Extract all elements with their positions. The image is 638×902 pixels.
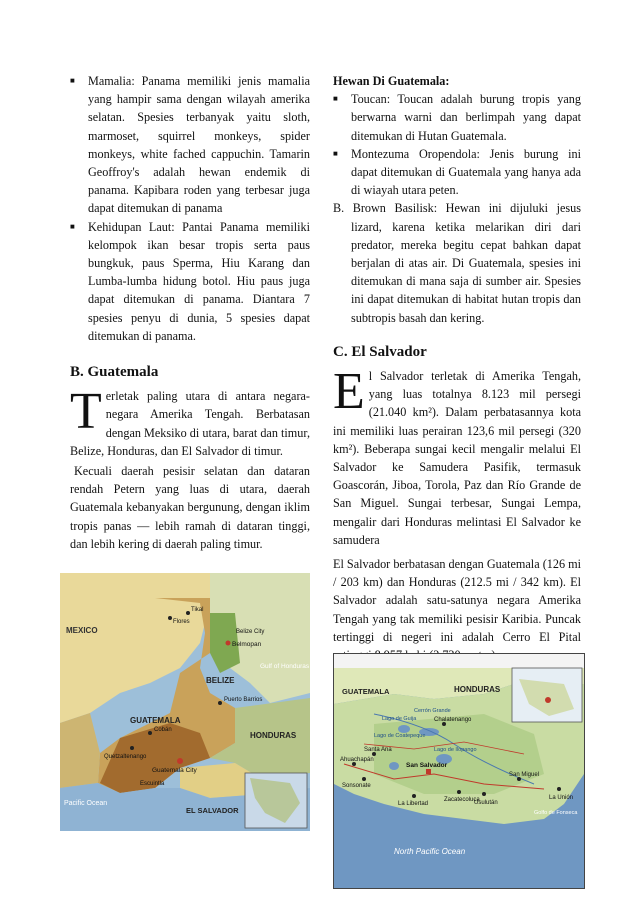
list-item: ■ Toucan: Toucan adalah burung tropis yang berwarna warni dan berlimpah yang dapat ditemukan di Hutan Guatemala. (333, 92, 581, 143)
map-label: GUATEMALA (130, 716, 181, 725)
map-label: Chalatenango (434, 717, 472, 723)
square-bullet-icon: ■ (333, 148, 338, 158)
lake-icon (398, 725, 410, 733)
map-scale-bar (334, 654, 584, 668)
basilisk-paragraph: B. Brown Basilisk: Hewan ini dijuluki jesus lizard, karena ketika melarikan diri dari predator, mereka begitu cepat bahkan dapat berjalan di atas air. Di Guatemala, spesies ini ditemukan di mana saja di sumber air. Spesies ini dapat ditemukan di habitat hutan tropis dan subtropis basah dan kering. (333, 201, 581, 325)
map-label: Sonsonate (342, 783, 371, 789)
map-label: Tikal (191, 607, 204, 613)
right-column (333, 72, 581, 664)
map-label: Escuintla (140, 781, 165, 787)
map-label: Belize City (236, 629, 265, 635)
left-column (70, 72, 310, 553)
guatemala-intro (70, 383, 310, 460)
city-marker-icon (130, 746, 134, 750)
map-label: Quetzaltenango (104, 754, 147, 760)
animals-heading: Hewan Di Guatemala: (333, 74, 450, 88)
map-label: North Pacific Ocean (394, 847, 466, 856)
guatemala-map (60, 573, 310, 831)
map-label: Lago de Guija (382, 716, 417, 722)
map-label: HONDURAS (454, 685, 501, 694)
salvador-paragraph-2: El Salvador berbatasan dengan Guatemala (126 mi / 203 km) dan Honduras (212.5 mi / 342 km). El Salvador adalah satu-satunya negara Amerika Tengah yang tak memiliki pesisir Karibia. Puncak tertinggi di negeri ini adalah Cerro El Pital (333, 557, 581, 644)
salvador-heading: C. El Salvador (333, 343, 427, 360)
list-item: ■ Montezuma Oropendola: Jenis burung ini dapat ditemukan di Guatemala yang hanya ada di wiayah utara peten. (333, 146, 581, 198)
map-label: HONDURAS (250, 731, 297, 740)
map-label: Ahuachapán (340, 757, 374, 763)
map-label: Gulf of Honduras (260, 663, 310, 670)
map-label: Santa Ana (364, 747, 392, 753)
map-label: BELIZE (206, 676, 235, 685)
map-label: Cobán (154, 727, 172, 733)
city-marker-icon (557, 787, 561, 791)
square-bullet-icon: ■ (333, 94, 338, 104)
dropcap-letter: T (70, 383, 102, 441)
map-label: MEXICO (66, 626, 98, 635)
el-salvador-map-graphic (334, 654, 584, 888)
city-marker-icon (186, 611, 190, 615)
city-marker-icon (457, 790, 461, 794)
map-label: Pacific Ocean (64, 800, 108, 807)
city-marker-icon (218, 701, 222, 705)
map-label: Zacatecoluca (444, 797, 480, 803)
salvador-paragraph-1: l Salvador terletak di Amerika Tengah, yang luas totalnya 8.123 mil persegi (21.040 km²). Dalam perbatasannya kota ini memiliki luas perairan 123,6 mil persegi (320 km²). Beberapa sungai kecil mengalir melalui El Salvador ke Samudera Pasifik, termasuk Goascorán, Jiboa, Torola, Paz dan Río Grande de San Miguel. Sungai terbesar, Sungai Lempa, mengalir dari Honduras melintasi El Salvador ke samudera (333, 369, 581, 547)
city-marker-icon (226, 641, 231, 646)
mammal-sea-list (70, 72, 310, 345)
city-marker-icon (412, 794, 416, 798)
map-label: Lago de Coatepeque (374, 733, 426, 739)
map-label: San Salvador (406, 762, 448, 769)
guatemala-paragraph-1: erletak paling utara di antara negara-negara Amerika Tengah. Berbatasan dengan Meksiko di utara, barat dan timur, Belize, Honduras, dan El Salvador di timur. (70, 389, 310, 458)
list-item: ■ Kehidupan Laut: Pantai Panama memiliki kelompok ikan besar tropis serta paus bungkuk, paus Sperma, Hiu Karang dan Lumba-lumba hidung botol. Hiu paus juga dapat ditemukan di panama. Diantara 7 spesies penyu di dunia, 5 spesies dapat ditemukan di panama. (70, 219, 310, 343)
guatemala-paragraph-2: Kecuali daerah pesisir selatan dan dataran rendah Petern yang luas di utara, daerah Guatemala kebanyakan bergunung, dengan iklim tropis panas — lebih ramah di dataran tinggi, dan lebih kering di daerah paling timur. (70, 464, 310, 551)
lake-icon (389, 762, 399, 770)
capital-marker-icon (177, 758, 183, 764)
map-label: Usulután (474, 800, 498, 806)
list-item: ■ Mamalia: Panama memiliki jenis mamalia yang hampir sama dengan wilayah amerika selatan. Spesies terbanyak yaitu sloth, marmoset, squirrel monkeys, spider monkeys, white fached cappuchin. Tamarin Geoffroy's adalah hewan endemik di panama. Kapibara roden yang terbesar juga dapat ditemukan di panama (70, 74, 310, 216)
guatemala-map-graphic (60, 573, 310, 831)
map-label: Lago de Ilopango (434, 747, 477, 753)
animal-list (333, 90, 581, 199)
map-label: GUATEMALA (342, 687, 390, 696)
dropcap-letter: E (333, 363, 365, 421)
map-label: Puerto Barrios (224, 697, 263, 703)
square-bullet-icon: ■ (70, 76, 75, 85)
city-marker-icon (168, 616, 172, 620)
city-marker-icon (482, 792, 486, 796)
inset-marker-icon (545, 697, 551, 703)
city-marker-icon (148, 731, 152, 735)
city-marker-icon (362, 777, 366, 781)
map-label: Guatemala City (152, 767, 197, 774)
el-salvador-map (333, 653, 585, 889)
chiapas-land (60, 713, 100, 788)
map-label: Cerrón Grande (414, 708, 451, 714)
capital-marker-icon (426, 769, 431, 774)
map-label: Golfo de Fonseca (534, 810, 578, 816)
map-label: EL SALVADOR (186, 806, 239, 815)
square-bullet-icon: ■ (70, 221, 75, 231)
map-label: San Miguel (509, 772, 540, 778)
map-label: Belmopan (232, 641, 262, 648)
map-label: La Libertad (398, 801, 429, 807)
guatemala-heading: B. Guatemala (70, 364, 159, 381)
salvador-intro (333, 363, 581, 549)
map-label: Flores (173, 619, 190, 625)
map-label: La Unión (549, 795, 574, 801)
